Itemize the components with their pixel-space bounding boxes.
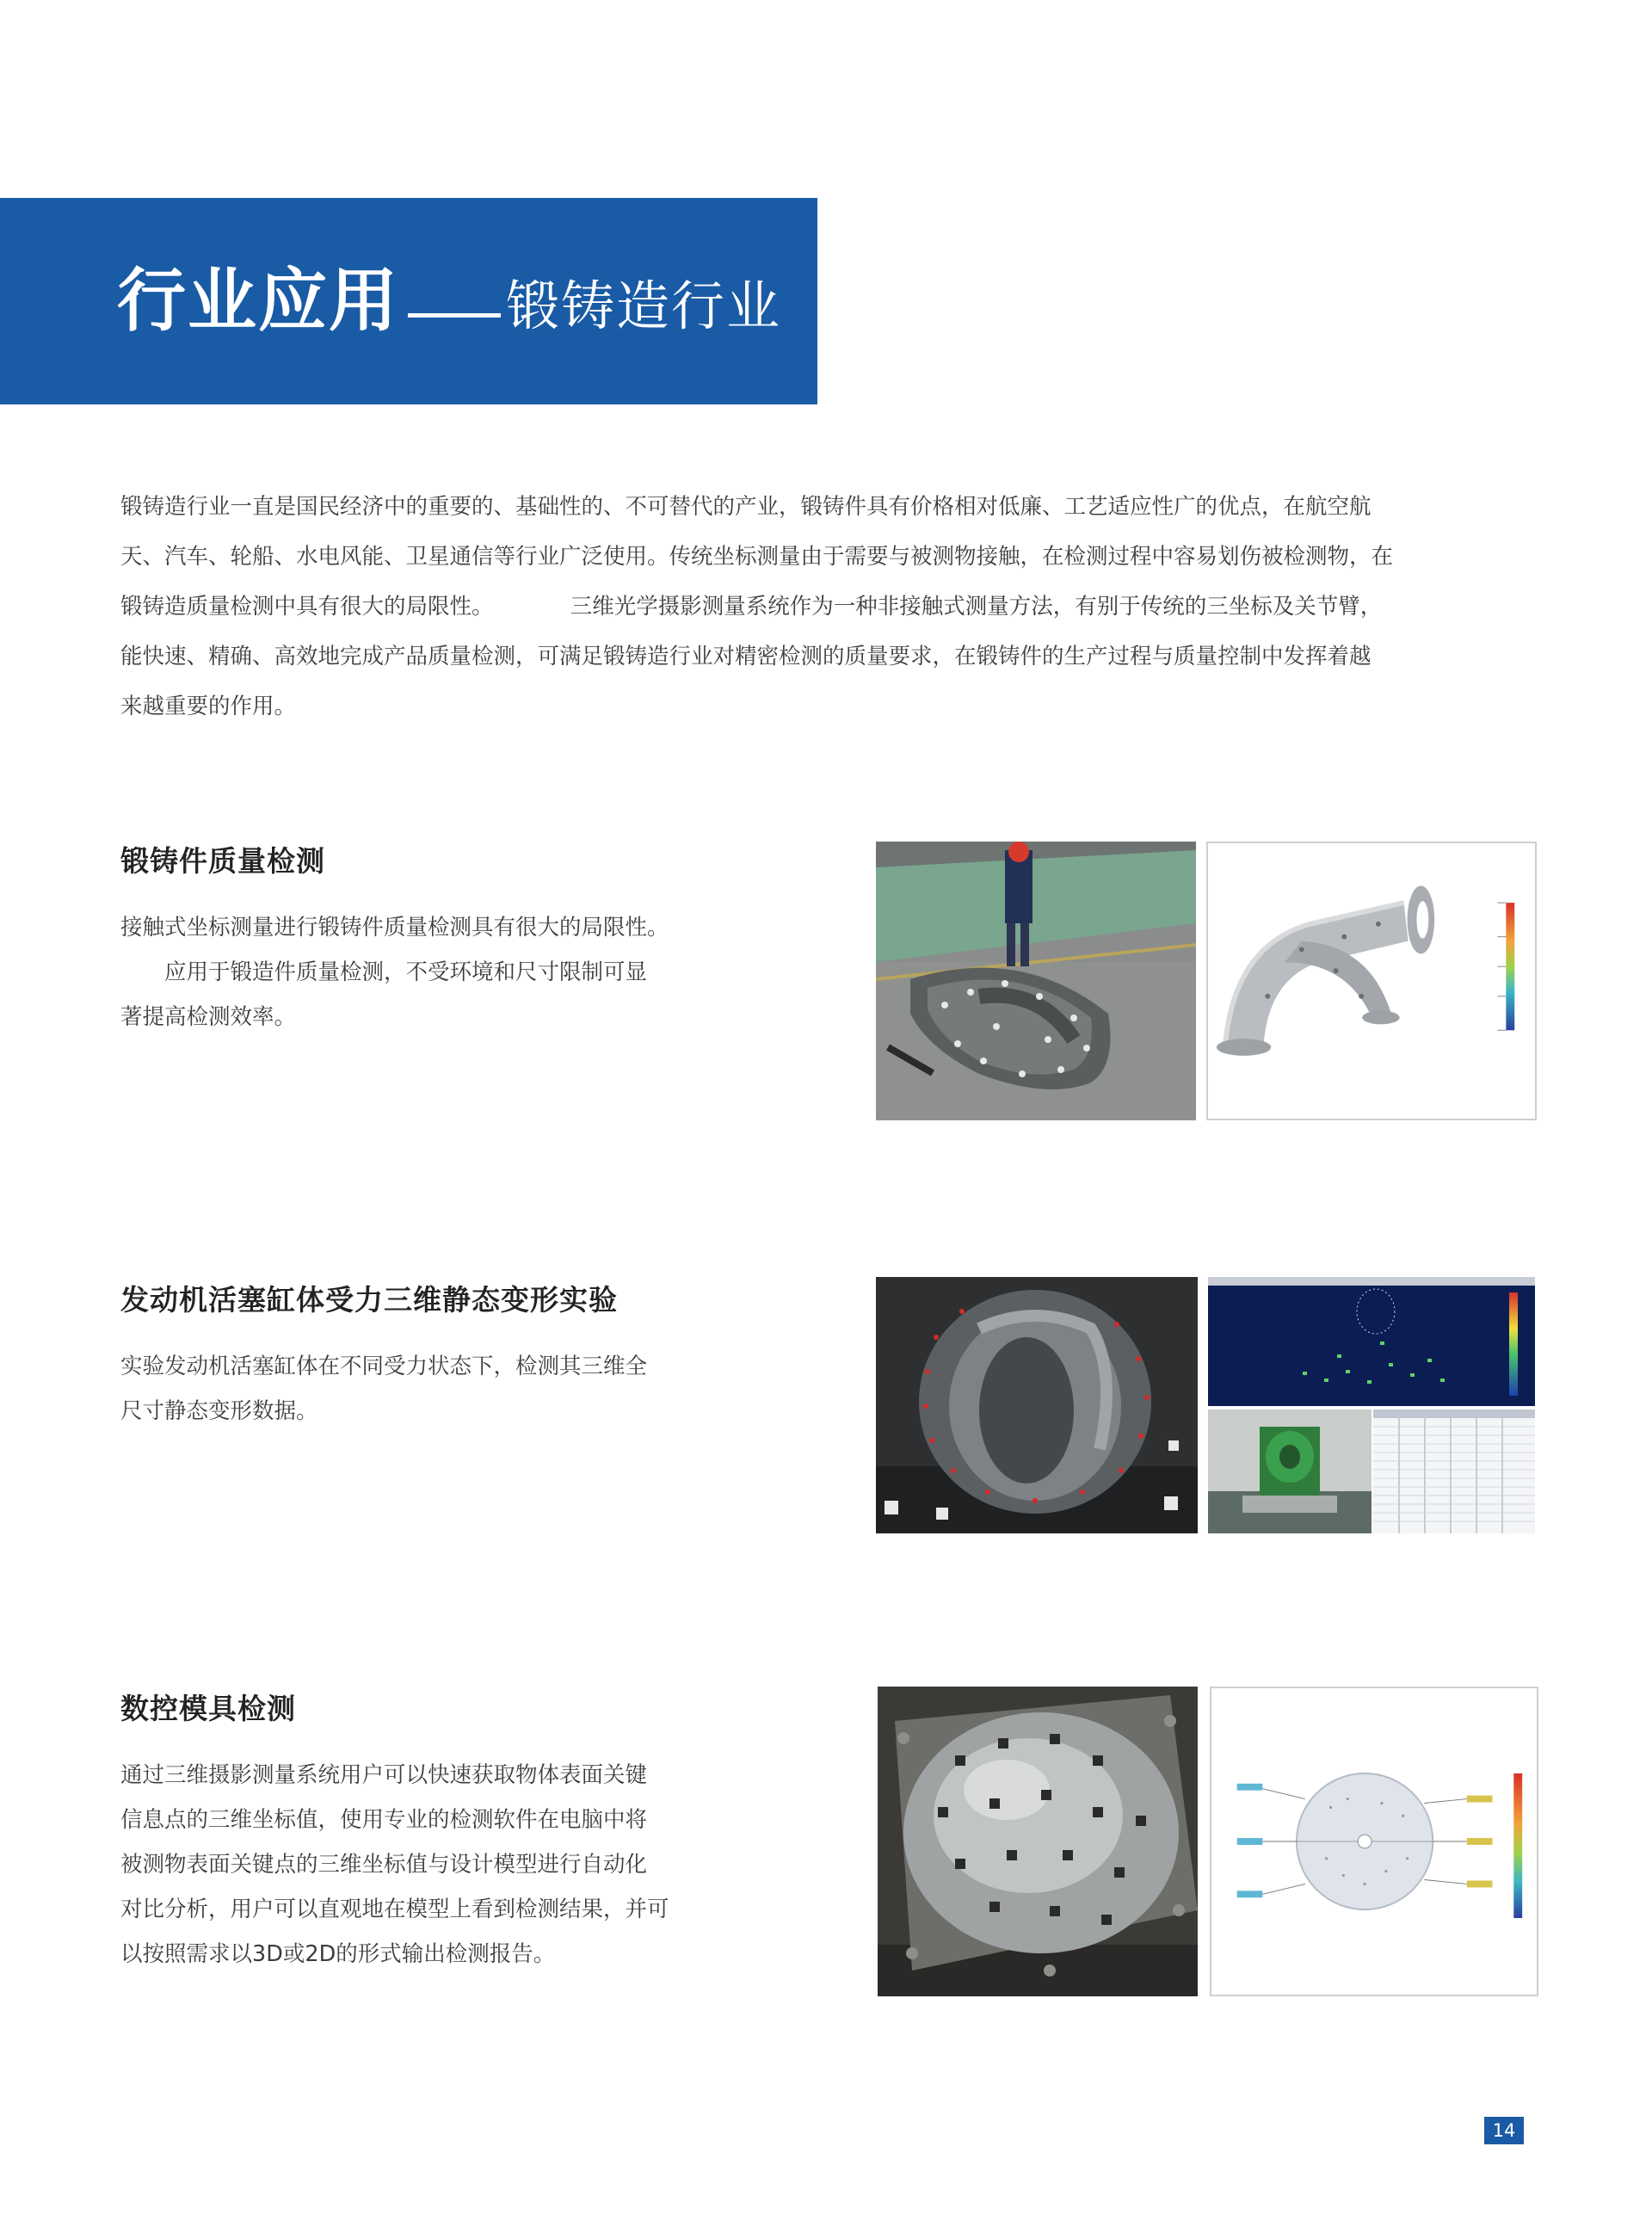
section-title: 数控模具检测 bbox=[120, 1692, 296, 1725]
section-line: 接触式坐标测量进行锻铸件质量检测具有很大的局限性。 bbox=[120, 915, 669, 941]
section-cnc-mold-inspection bbox=[120, 1687, 757, 1977]
section-line: 实验发动机活塞缸体在不同受力状态下，检测其三维全 bbox=[120, 1354, 648, 1379]
page-title bbox=[117, 198, 781, 404]
section-line: 被测物表面关键点的三维坐标值与设计模型进行自动化 bbox=[120, 1852, 648, 1878]
section-body bbox=[120, 1753, 757, 1977]
deformation-data-table bbox=[1373, 1409, 1535, 1533]
intro-line: 锻铸造行业一直是国民经济中的重要的、基础性的、不可替代的产业，锻铸件具有价格相对低廉、工艺适应性广的优点，在航空航 bbox=[120, 494, 1372, 520]
title-dash bbox=[408, 313, 501, 318]
pipe-deviation-model bbox=[1206, 842, 1537, 1120]
intro-line: 锻铸造质量检测中具有很大的局限性。 三维光学摄影测量系统作为一种非接触式测量方法，有别于传统的三坐标及关节臂， bbox=[120, 594, 1383, 620]
section-line: 应用于锻造件质量检测，不受环境和尺寸限制可显 bbox=[120, 959, 648, 985]
section-body bbox=[120, 905, 757, 1039]
section-line: 对比分析，用户可以直观地在模型上看到检测结果，并可 bbox=[120, 1897, 669, 1922]
section-casting-inspection bbox=[120, 839, 757, 1039]
deformation-software-view bbox=[1208, 1277, 1535, 1406]
cylinder-setup-photo bbox=[1208, 1409, 1372, 1533]
section-line: 以按照需求以3D或2D的形式输出检测报告。 bbox=[120, 1941, 556, 1967]
page-number: 14 bbox=[1484, 2117, 1524, 2144]
section-line: 通过三维摄影测量系统用户可以快速获取物体表面关键 bbox=[120, 1762, 648, 1788]
intro-line: 来越重要的作用。 bbox=[120, 694, 297, 719]
title-sub: 锻铸造行业 bbox=[506, 274, 782, 337]
casting-site-photo bbox=[876, 842, 1196, 1120]
section-body bbox=[120, 1344, 757, 1434]
section-line: 著提高检测效率。 bbox=[120, 1004, 297, 1030]
section-cylinder-deformation bbox=[120, 1278, 757, 1434]
section-title: 锻铸件质量检测 bbox=[120, 844, 325, 878]
section-title: 发动机活塞缸体受力三维静态变形实验 bbox=[120, 1283, 618, 1317]
title-banner bbox=[0, 198, 817, 404]
cylinder-block-photo bbox=[876, 1277, 1198, 1533]
intro-line: 能快速、精确、高效地完成产品质量检测，可满足锻铸造行业对精密检测的质量要求，在锻铸件的生产过程与质量控制中发挥着越 bbox=[120, 644, 1372, 669]
mold-dome-photo bbox=[878, 1687, 1198, 1996]
title-main: 行业应用 bbox=[117, 261, 399, 341]
section-line: 信息点的三维坐标值，使用专业的检测软件在电脑中将 bbox=[120, 1807, 648, 1833]
section-line: 尺寸静态变形数据。 bbox=[120, 1398, 318, 1424]
mold-deviation-model bbox=[1210, 1687, 1538, 1996]
intro-paragraph bbox=[120, 482, 1532, 731]
intro-line: 天、汽车、轮船、水电风能、卫星通信等行业广泛使用。传统坐标测量由于需要与被测物接触，在检测过程中容易划伤被检测物，在 bbox=[120, 544, 1394, 570]
